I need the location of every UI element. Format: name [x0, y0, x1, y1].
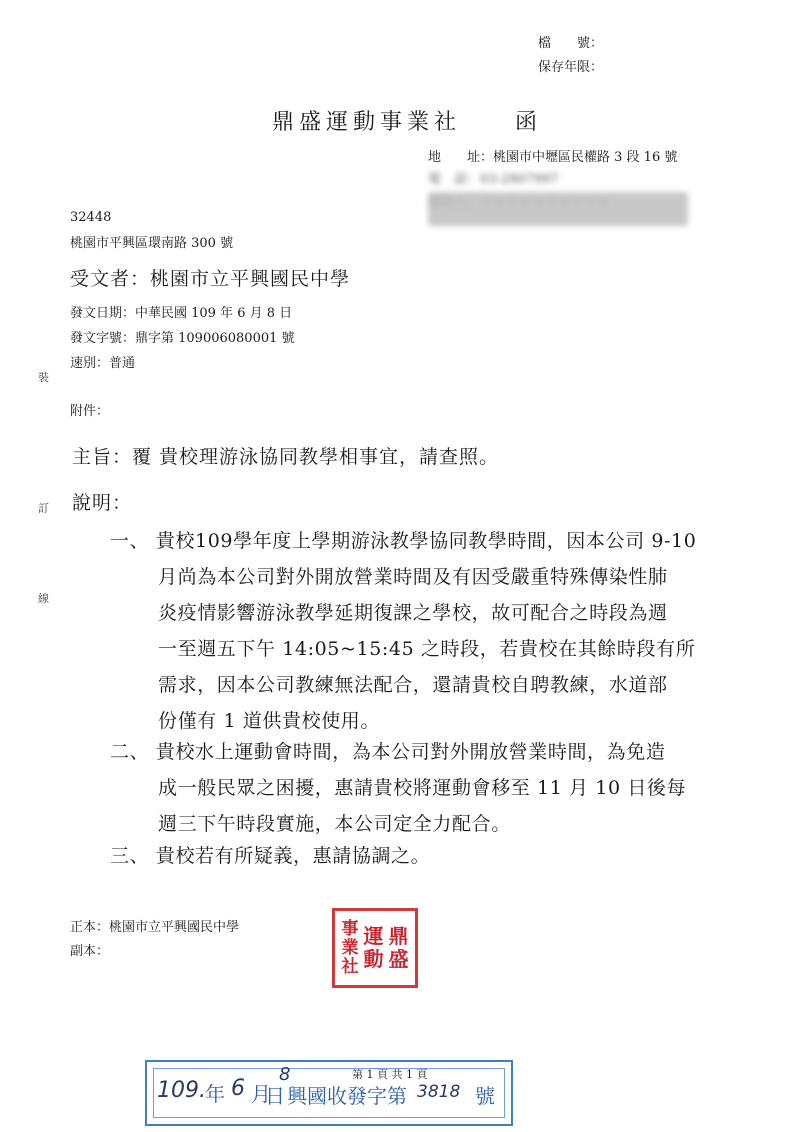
seal-column	[364, 925, 384, 971]
issue-date: 發文日期：中華民國 109 年 6 月 8 日	[70, 306, 293, 321]
paragraph-line: 份僅有 1 道供貴校使用。	[158, 710, 380, 732]
document-number: 發文字號：鼎字第 109006080001 號	[70, 331, 295, 346]
recipient-address: 桃園市平興區環南路 300 號	[70, 236, 234, 251]
file-number-label: 檔 號：	[538, 36, 604, 51]
seal-char: 業	[341, 937, 359, 958]
delivery-speed: 速別：普通	[70, 356, 136, 371]
cc-label: 副本：	[70, 944, 110, 959]
seal-char: 盛	[388, 947, 409, 971]
margin-mark-ding: 訂	[38, 502, 49, 515]
margin-mark-xian: 線	[38, 592, 49, 605]
paragraph-line: 炎疫情影響游泳教學延期復課之學校，故可配合之時段為週	[158, 602, 668, 624]
stamp-number-suffix: 號	[475, 1084, 495, 1108]
stamp-day: 8	[279, 1064, 291, 1085]
paragraph-line: 月尚為本公司對外開放營業時間及有因受嚴重特殊傳染性肺	[158, 566, 668, 588]
paragraph-line: 一、 貴校109學年度上學期游泳教學協同教學時間，因本公司 9-10	[110, 530, 697, 552]
sender-contact: 聯絡人：＊＊＊＊＊＊＊＊＊＊	[428, 196, 611, 211]
postal-code: 32448	[70, 210, 112, 225]
stamp-year: 109.	[157, 1078, 206, 1103]
paragraph-line: 三、 貴校若有所疑義，惠請協調之。	[110, 845, 431, 867]
receipt-stamp	[145, 1060, 513, 1126]
stamp-day-label: 日	[265, 1084, 285, 1108]
redacted-contact-block	[428, 192, 688, 226]
document-title: 鼎盛運動事業社 函	[272, 110, 543, 135]
seal-column	[389, 925, 409, 971]
company-seal	[332, 908, 418, 988]
paragraph-line: 成一般民眾之困擾，惠請貴校將運動會移至 11 月 10 日後每	[158, 777, 687, 799]
stamp-month-label: 月	[251, 1082, 271, 1106]
main-copy-recipient: 正本：桃園市立平興國民中學	[70, 920, 240, 935]
explanation-label: 說明：	[72, 492, 133, 514]
stamp-number: 3818	[417, 1082, 461, 1102]
seal-char: 運	[363, 924, 384, 948]
recipient-line: 受文者：桃園市立平興國民中學	[70, 268, 351, 290]
paragraph-line: 需求，因本公司教練無法配合，還請貴校自聘教練，水道部	[158, 674, 668, 696]
explanation-item-3	[110, 838, 430, 874]
margin-mark-zhuang: 裝	[38, 371, 49, 384]
attachment-label: 附件：	[70, 404, 110, 419]
stamp-year-label: 年	[205, 1082, 225, 1106]
explanation-item-1	[110, 523, 696, 739]
sender-phone: 電 話：03-2807997	[428, 172, 559, 187]
stamp-month: 6	[231, 1076, 245, 1101]
stamp-org: 興國收發字第	[287, 1084, 407, 1108]
retention-period-label: 保存年限：	[538, 60, 604, 75]
seal-char: 事	[341, 918, 359, 939]
paragraph-line: 二、 貴校水上運動會時間，為本公司對外開放營業時間，為免造	[110, 741, 666, 763]
explanation-item-2	[110, 734, 686, 842]
paragraph-line: 週三下午時段實施，本公司定全力配合。	[158, 813, 511, 835]
seal-column	[342, 920, 359, 977]
seal-char: 鼎	[388, 924, 409, 948]
sender-address: 地 址：桃園市中壢區民權路 3 段 16 號	[428, 150, 678, 165]
seal-char: 社	[341, 956, 359, 977]
page-number: 第 1 頁 共 1 頁	[352, 1068, 428, 1081]
paragraph-line: 一至週五下午 14:05~15:45 之時段，若貴校在其餘時段有所	[158, 638, 696, 660]
seal-char: 動	[363, 947, 384, 971]
subject-line: 主旨：覆 貴校理游泳協同教學相事宜，請查照。	[72, 446, 500, 468]
